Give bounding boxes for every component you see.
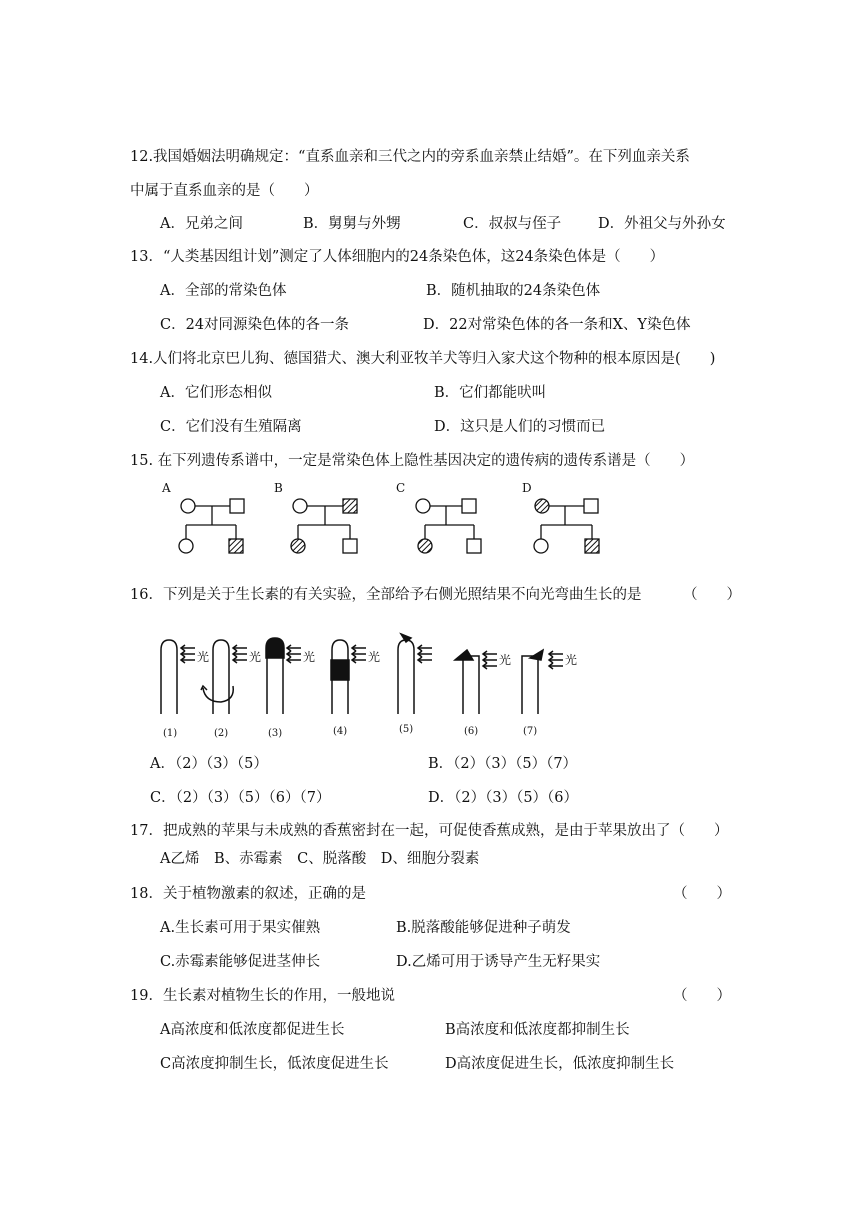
q17-stem: 17．把成熟的苹果与未成熟的香蕉密封在一起，可促使香蕉成熟，是由于苹果放出了（ ） bbox=[130, 823, 729, 839]
light-label-1: 光 bbox=[197, 650, 210, 664]
light-label-3: 光 bbox=[303, 650, 316, 664]
q18-option-b: B.脱落酸能够促进种子萌发 bbox=[396, 920, 571, 936]
figure-label-7: (7) bbox=[523, 726, 538, 737]
figure-label-4: (4) bbox=[333, 726, 348, 737]
q18-option-c: C.赤霉素能够促进茎伸长 bbox=[160, 954, 321, 970]
q13-option-c: C．24对同源染色体的各一条 bbox=[160, 317, 350, 333]
q16-option-a: A．（2）（3）（5） bbox=[150, 756, 268, 772]
pedigree-d-label: D bbox=[522, 481, 532, 495]
seedling-5 bbox=[398, 634, 414, 714]
q14-stem: 14.人们将北京巴儿狗、德国猎犬、澳大利亚牧羊犬等归入家犬这个物种的根本原因是( ) bbox=[130, 351, 716, 367]
q18-paren: （ ） bbox=[673, 886, 731, 902]
q19-option-d: D高浓度促进生长，低浓度抑制生长 bbox=[445, 1056, 675, 1072]
q19-paren: （ ） bbox=[673, 988, 731, 1004]
figure-label-6: (6) bbox=[464, 726, 479, 737]
light-arrows-1 bbox=[181, 645, 195, 663]
q12-stem-line2: 中属于直系血亲的是（ ） bbox=[130, 183, 319, 199]
light-arrows-6 bbox=[483, 651, 497, 669]
q19-option-b: B高浓度和低浓度都抑制生长 bbox=[445, 1022, 630, 1038]
q16-auxin-experiment-figure bbox=[155, 630, 595, 742]
q16-stem: 16．下列是关于生长素的有关实验，全部给予右侧光照结果不向光弯曲生长的是 bbox=[130, 587, 642, 603]
q12-option-a: A．兄弟之间 bbox=[160, 216, 243, 232]
q13-option-b: B．随机抽取的24条染色体 bbox=[426, 283, 601, 299]
light-arrows-5 bbox=[418, 645, 432, 663]
figure-label-3: (3) bbox=[268, 728, 283, 739]
q14-option-b: B．它们都能吠叫 bbox=[434, 385, 547, 401]
light-arrows-7 bbox=[549, 651, 563, 669]
q18-option-d: D.乙烯可用于诱导产生无籽果实 bbox=[396, 954, 601, 970]
q13-stem: 13．“人类基因组计划”测定了人体细胞内的24条染色体，这24条染色体是（ ） bbox=[130, 249, 665, 265]
seedling-7 bbox=[522, 650, 543, 714]
q13-option-d: D．22对常染色体的各一条和X、Y染色体 bbox=[423, 317, 691, 333]
pedigree-c-label: C bbox=[396, 481, 406, 495]
q12-stem-line1: 12.我国婚姻法明确规定：“直系血亲和三代之内的旁系血亲禁止结婚”。在下列血亲关系 bbox=[130, 149, 690, 165]
light-label-7: 光 bbox=[565, 653, 578, 667]
figure-label-1: (1) bbox=[163, 728, 178, 739]
q12-option-d: D．外祖父与外孙女 bbox=[598, 216, 726, 232]
light-label-2: 光 bbox=[249, 650, 262, 664]
q12-option-c: C．叔叔与侄子 bbox=[463, 216, 562, 232]
q12-option-b: B．舅舅与外甥 bbox=[303, 216, 401, 232]
seedling-1 bbox=[161, 640, 177, 714]
q14-option-d: D．这只是人们的习惯而已 bbox=[434, 419, 606, 435]
q16-paren: （ ） bbox=[683, 587, 741, 603]
q14-option-a: A．它们形态相似 bbox=[160, 385, 272, 401]
q19-option-a: A高浓度和低浓度都促进生长 bbox=[160, 1022, 345, 1038]
pedigree-d bbox=[522, 481, 599, 553]
pedigree-b-label: B bbox=[274, 481, 283, 495]
seedling-3 bbox=[266, 638, 284, 714]
light-label-4: 光 bbox=[368, 650, 381, 664]
q19-stem: 19．生长素对植物生长的作用，一般地说 bbox=[130, 988, 395, 1004]
q18-option-a: A.生长素可用于果实催熟 bbox=[160, 920, 321, 936]
q16-option-b: B．（2）（3）（5）（7） bbox=[428, 756, 578, 772]
pedigree-a-label: A bbox=[162, 481, 171, 495]
figure-label-5: (5) bbox=[399, 724, 414, 735]
light-arrows-4 bbox=[352, 645, 366, 663]
q15-stem: 15. 在下列遗传系谱中，一定是常染色体上隐性基因决定的遗传病的遗传系谱是（ ） bbox=[130, 453, 695, 469]
q16-option-d: D．（2）（3）（5）（6） bbox=[428, 790, 579, 806]
q19-option-c: C高浓度抑制生长，低浓度促进生长 bbox=[160, 1056, 389, 1072]
q16-option-c: C．（2）（3）（5）（6）（7） bbox=[150, 790, 331, 806]
q13-option-a: A．全部的常染色体 bbox=[160, 283, 287, 299]
q17-options: A乙烯 B、赤霉素 C、脱落酸 D、细胞分裂素 bbox=[160, 851, 480, 867]
q14-option-c: C．它们没有生殖隔离 bbox=[160, 419, 302, 435]
light-label-6: 光 bbox=[499, 653, 512, 667]
pedigree-c bbox=[396, 481, 481, 553]
pedigree-a bbox=[161, 481, 244, 553]
q18-stem: 18．关于植物激素的叙述，正确的是 bbox=[130, 886, 366, 902]
q15-pedigree-figure bbox=[150, 478, 620, 560]
figure-label-2: (2) bbox=[214, 728, 229, 739]
light-arrows-3 bbox=[287, 645, 301, 663]
light-arrows-2 bbox=[233, 645, 247, 663]
seedling-4 bbox=[331, 640, 349, 714]
pedigree-b bbox=[274, 481, 357, 553]
seedling-6 bbox=[455, 650, 479, 714]
